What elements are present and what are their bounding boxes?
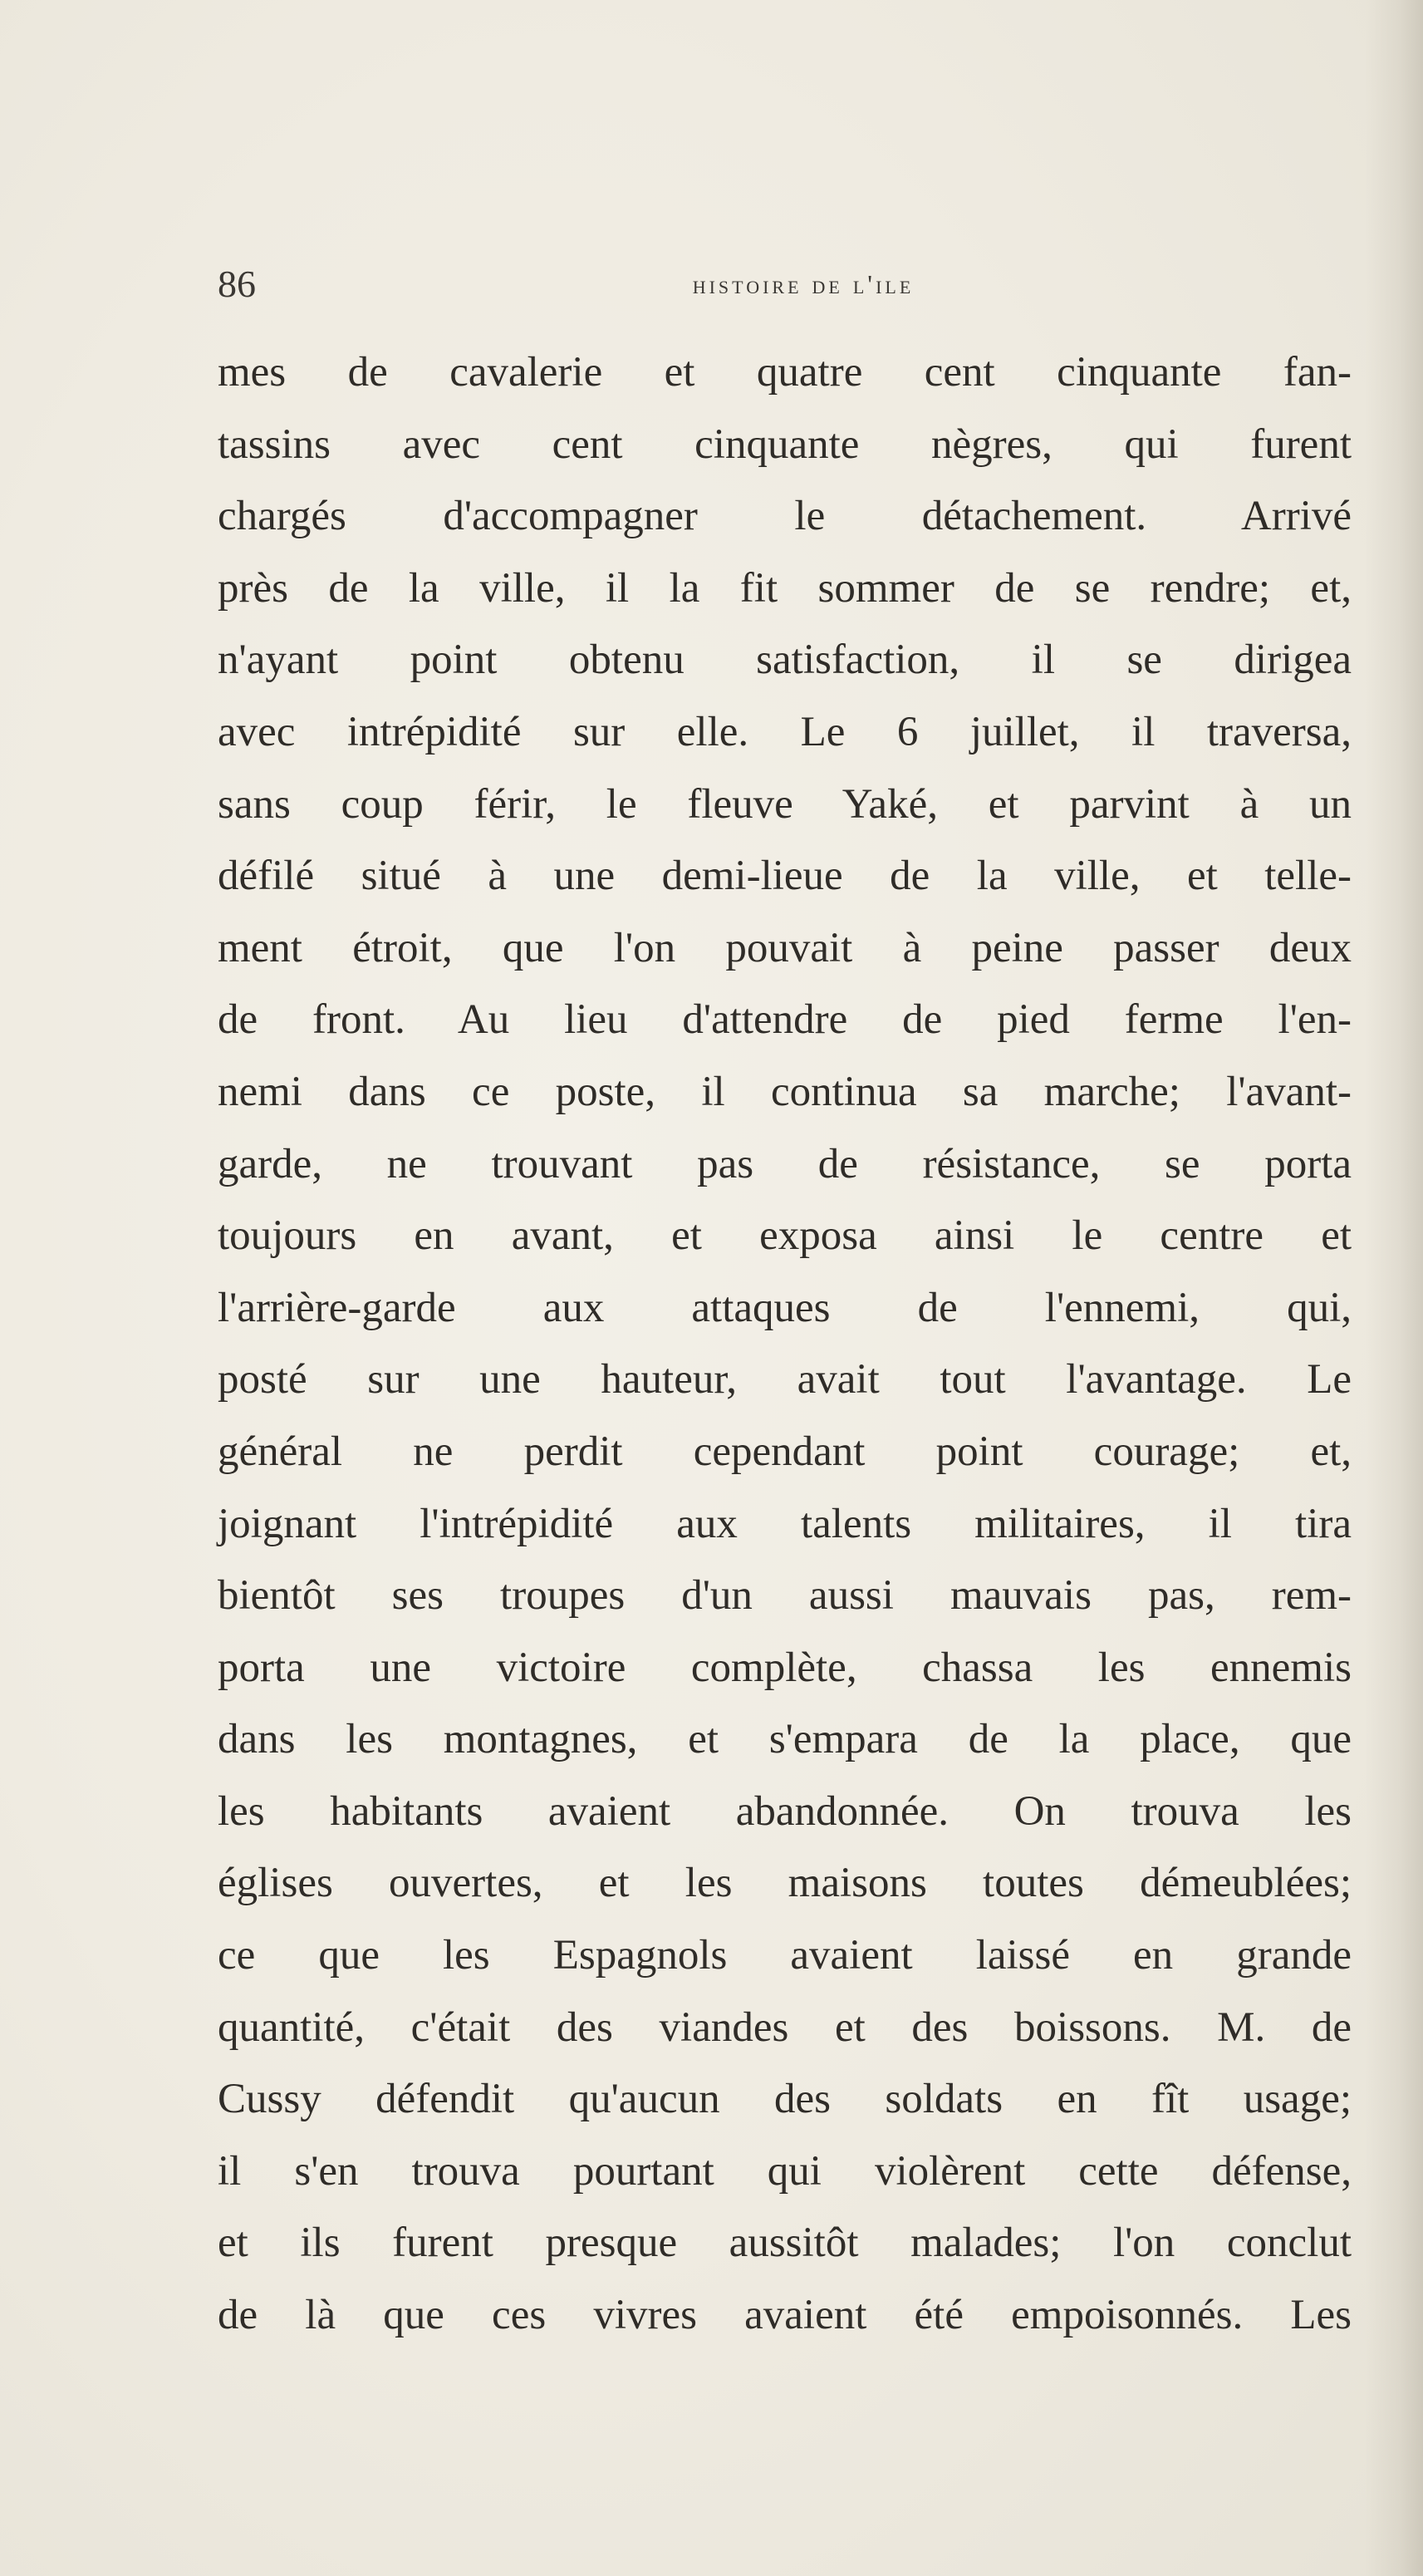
text-line: porta une victoire complète, chassa les ennemis [218, 1644, 1352, 1691]
text-line: n'ayant point obtenu satisfaction, il se dirigea [218, 637, 1352, 684]
text-line: de front. Au lieu d'attendre de pied ferme l'en- [218, 996, 1352, 1044]
running-title: histoire de l'ile [692, 269, 915, 299]
text-line: dans les montagnes, et s'empara de la place, que [218, 1716, 1352, 1763]
text-line: tassins avec cent cinquante nègres, qui furent [218, 420, 1352, 468]
text-line: toujours en avant, et exposa ainsi le centre et [218, 1212, 1352, 1260]
text-line: Cussy défendit qu'aucun des soldats en fît usage; [218, 2076, 1352, 2123]
text-line: de là que ces vivres avaient été empoisonnés. Les [218, 2292, 1352, 2339]
page-edge-shadow [1365, 0, 1423, 2576]
text-line: et ils furent presque aussitôt malades; l'on conclut [218, 2220, 1352, 2267]
text-line: joignant l'intrépidité aux talents militaires, il tira [218, 1500, 1352, 1547]
text-line: nemi dans ce poste, il continua sa marche; l'avant- [218, 1068, 1352, 1115]
text-line: garde, ne trouvant pas de résistance, se porta [218, 1140, 1352, 1187]
text-line: ment étroit, que l'on pouvait à peine passer deux [218, 924, 1352, 971]
text-line: les habitants avaient abandonnée. On trouva les [218, 1787, 1352, 1835]
body-text [218, 337, 1352, 2352]
page-number: 86 [218, 263, 256, 305]
text-line: l'arrière-garde aux attaques de l'ennemi, qui, [218, 1284, 1352, 1331]
text-line: près de la ville, il la fit sommer de se rendre; et, [218, 564, 1352, 612]
text-line: avec intrépidité sur elle. Le 6 juillet, il traversa, [218, 708, 1352, 755]
text-line: bientôt ses troupes d'un aussi mauvais pas, rem- [218, 1572, 1352, 1620]
text-line: général ne perdit cependant point courage; et, [218, 1428, 1352, 1475]
text-line: défilé situé à une demi-lieue de la ville, et telle- [218, 853, 1352, 900]
text-line: églises ouvertes, et les maisons toutes démeublées; [218, 1860, 1352, 1907]
text-line: mes de cavalerie et quatre cent cinquante fan- [218, 349, 1352, 396]
text-line: chargés d'accompagner le détachement. Arrivé [218, 493, 1352, 540]
text-line: ce que les Espagnols avaient laissé en grande [218, 1932, 1352, 1979]
text-line: il s'en trouva pourtant qui violèrent cette défense, [218, 2147, 1352, 2195]
text-line: posté sur une hauteur, avait tout l'avantage. Le [218, 1356, 1352, 1404]
running-head [218, 259, 1352, 309]
text-line: quantité, c'était des viandes et des boissons. M. de [218, 2003, 1352, 2051]
text-line: sans coup férir, le fleuve Yaké, et parvint à un [218, 780, 1352, 828]
